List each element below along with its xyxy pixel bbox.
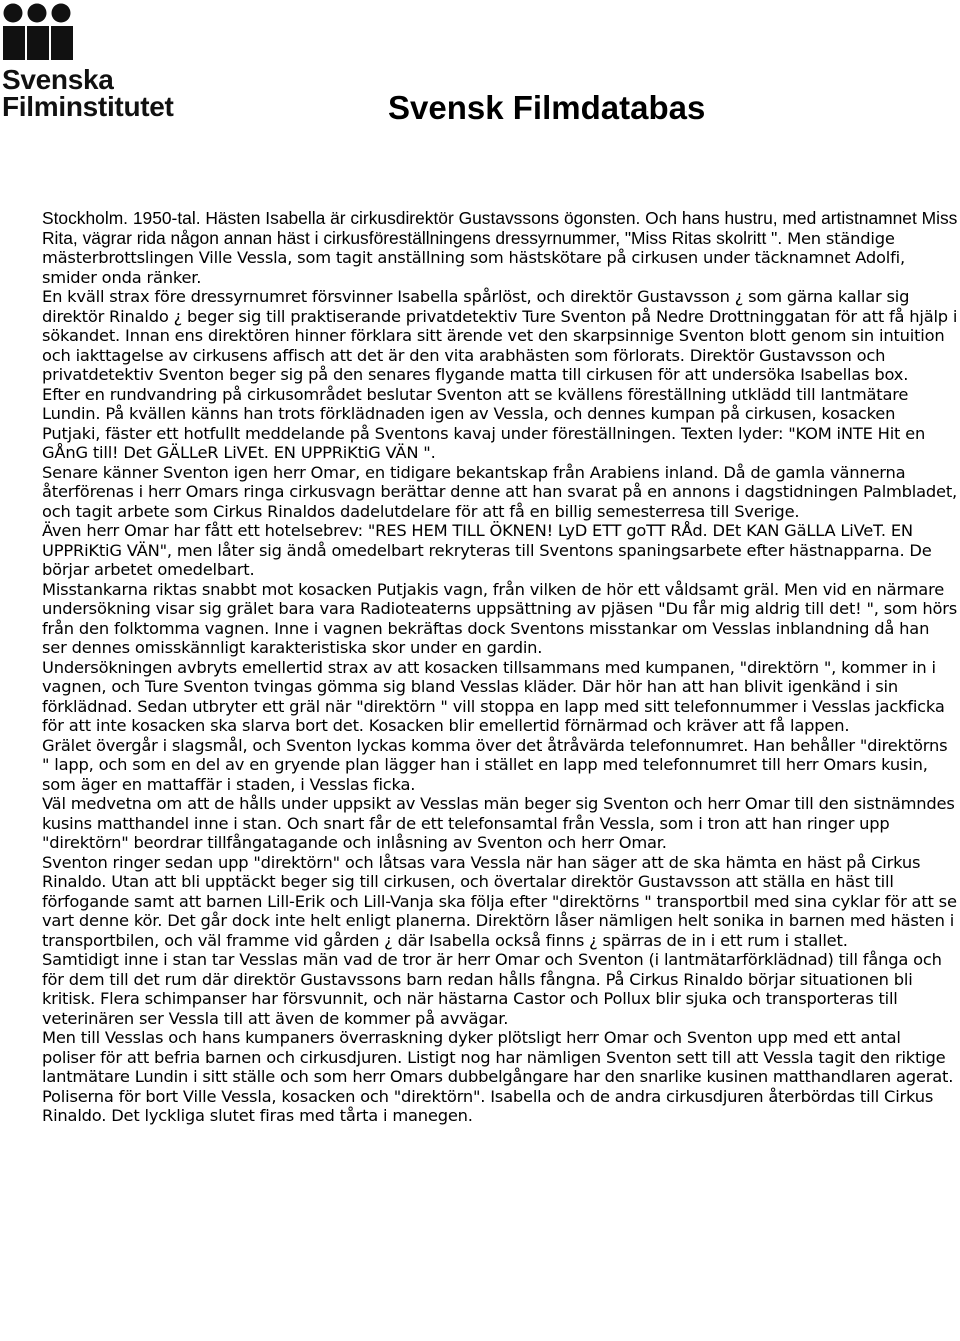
svenska-filminstitutet-logo[interactable] xyxy=(2,2,202,126)
header xyxy=(0,0,960,200)
synopsis-paragraph: En kväll strax före dressyrnumret försvinner Isabella spårlöst, och direktör Gustavsson ¿ som gärna kallar sig direktör Rinaldo ¿ beger sig till praktiserande privatdetektiv Ture Sventon på Nedre Drottninggatan för att få hjälp i sökandet. Innan ens direktören hinner förklara sitt ärende vet den skarpsinnige Sventon blott genom sin intuition och iakttagelse av cirkusens affisch att det är den vita arabhästen som förlorats. Direktör Gustavsson och privatdetektiv Sventon beger sig på den senares flygande matta till cirkusen för att undersöka Isabellas box. xyxy=(42,287,958,384)
synopsis-paragraph: Undersökningen avbryts emellertid strax av att kosacken tillsammans med kumpanen, "direktörn ", kommer in i vagnen, och Ture Sventon tvingas gömma sig bland Vesslas kläder. Där hör han att han blivit igenkänd i sin förklädnad. Sedan utbryter ett gräl när "direktörn " vill stoppa en lapp med sitt telefonnummer i Vesslas jackficka för att inte kosacken ska slarva bort det. Kosacken blir emellertid förnärmad och kräver att få lappen. xyxy=(42,657,945,735)
synopsis-paragraph: Misstankarna riktas snabbt mot kosacken Putjakis vagn, från vilken de hör ett våldsamt gräl. Men vid en närmare undersökning visar sig grälet bara vara Radioteaterns uppsättning av pjäsen "Du får mig aldrig till det! ", som hörs från den folktomma vagnen. Inne i vagnen bekräftas dock Sventons misstankar om Vesslas inblandning då han ser dennes omisskännligt karakteristiska skor under en gardin. xyxy=(42,579,958,657)
logo-icon xyxy=(2,2,82,66)
synopsis-paragraph: Grälet övergår i slagsmål, och Sventon lyckas komma över det åtråvärda telefonnumret. Han behåller "direktörns " lapp, och som en del av en gryende plan lägger han i stället en lapp med telefonnumret till herr Omars kusin, som äger en mattaffär i staden, i Vesslas ficka. xyxy=(42,735,948,794)
synopsis-paragraph: Poliserna för bort Ville Vessla, kosacken och "direktörn". Isabella och de andra cirkusdjuren återbördas till Cirkus Rinaldo. Det lyckliga slutet firas med tårta i manegen. xyxy=(42,1086,934,1125)
site-title: Svensk Filmdatabas xyxy=(388,89,706,126)
synopsis-paragraph: Sventon ringer sedan upp "direktörn" och låtsas vara Vessla när han säger att de ska hämta en häst på Cirkus Rinaldo. Utan att bli upptäckt beger sig till cirkusen, och övertalar direktör Gustavsson att ställa en häst till förfogande samt att barnen Lill-Erik och Lill-Vanja ska följa efter "direktörns " transportbil med sina cyklar för att se vart denne kör. Det går dock inte helt enligt planerna. Direktörn låser nämligen helt sonika in barnen med hästen i transportbilen, och väl framme vid gården ¿ där Isabella också finns ¿ spärras de in i ett rum i stallet. xyxy=(42,852,957,950)
synopsis-paragraph: Efter en rundvandring på cirkusområdet beslutar Sventon att se kvällens föreställning utklädd till lantmätare Lundin. På kvällen känns han trots förklädnaden igen av Vessla, och dennes kumpan på cirkusen, kosacken Putjaki, fäster ett hotfullt meddelande på Sventons kavaj under föreställningen. Texten lyder: "KOM iNTE Hit en GÅnG till! Det GÄLLeR LiVEt. EN UPPRiKtiG VÄN ". xyxy=(42,384,926,462)
logo-line-svenska: Svenska xyxy=(2,64,114,95)
synopsis-paragraph: Väl medvetna om att de hålls under uppsikt av Vesslas män beger sig Sventon och herr Omar till den sistnämndes kusins matthandel inne i stan. Och snart får de ett telefonsamtal från Vessla, som i tron att han ringer upp "direktörn" beordrar tillfångatagande och inlåsning av Sventon och herr Omar. xyxy=(42,794,955,852)
synopsis-text xyxy=(42,209,958,1126)
synopsis-paragraph: Men till Vesslas och hans kumpaners överraskning dyker plötsligt herr Omar och Sventon upp med ett antal poliser för att befria barnen och cirkusdjuren. Listigt nog har nämligen Sventon sett till att Vessla tagit den riktige lantmätare Lundin i sitt ställe och som herr Omars dubbelgångare har den snarlike kusinen matthandlaren agerat. xyxy=(42,1028,954,1086)
synopsis-intro-cont: Men ständige mästerbrottslingen Ville Vessla, som tagit anställning som hästskötare på cirkusen under täcknamnet Adolfi, smider onda ränker. xyxy=(42,228,905,287)
synopsis-paragraph: Även herr Omar har fått ett hotelsebrev: "RES HEM TILL ÖKNEN! LyD ETT goTT RÅd. DEt KAN GäLLA LiVeT. EN UPPRiKtiG VÄN", men låter sig ändå omedelbart rekryteras till Sventons spaningsarbete efter hästnapparna. De börjar arbetet omedelbart. xyxy=(42,521,932,579)
synopsis-paragraph: Samtidigt inne i stan tar Vesslas män vad de tror är herr Omar och Sventon (i lantmätarförklädnad) till fånga och för dem till det rum där direktör Gustavssons barn redan hålls fångna. På Cirkus Rinaldo börjar situationen bli kritisk. Flera schimpanser har försvunnit, och när hästarna Castor och Pollux blir sjuka och transporteras till veterinären ser Vessla till att även de kommer på avvägar. xyxy=(42,950,942,1028)
logo-line-filminstitutet: Filminstitutet xyxy=(2,91,174,122)
synopsis-paragraph-1 xyxy=(42,209,958,287)
logo-wordmark xyxy=(2,66,174,120)
synopsis-paragraph: Senare känner Sventon igen herr Omar, en tidigare bekantskap från Arabiens inland. Då de gamla vännerna återförenas i herr Omars ringa cirkusvagn berättar denne att han svarat på en annons i dagstidningen Palmbladet, och tagit arbete som Cirkus Rinaldos dadelutdelare för att få en billig semesterresa till Sverige. xyxy=(42,462,958,521)
synopsis-intro: Stockholm. 1950-tal. Hästen Isabella är cirkusdirektör Gustavssons ögonsten. Och hans hustru, med artistnamnet Miss Rita, vägrar rida någon annan häst i cirkusföreställningens dressyrnummer, "Miss Ritas skolritt ". xyxy=(42,208,958,248)
